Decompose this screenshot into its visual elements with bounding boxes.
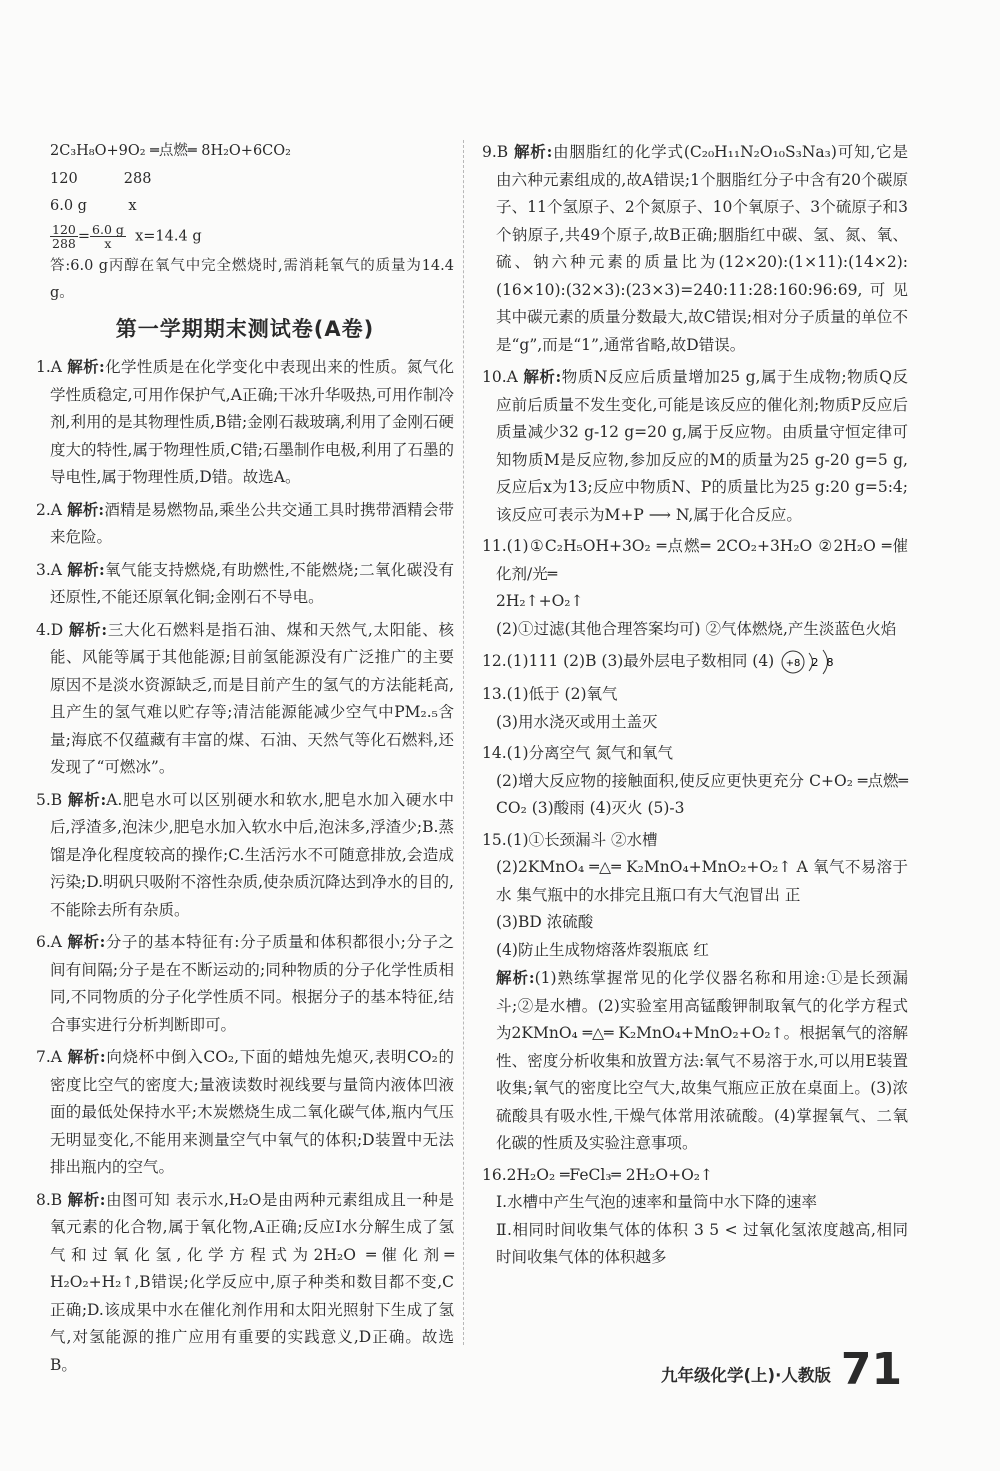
answer-6: 6.A 解析:分子的基本特征有:分子质量和体积都很小;分子之间有间隔;分子是在不断运动的;同种物质的分子化学性质相同,不同物质的分子化学性质不同。根据分子的基本特征,结合事实进行分析判断即可。: [36, 932, 454, 1034]
calc-given: 6.0 g x: [50, 198, 137, 214]
page-number: 71: [840, 1344, 903, 1395]
answer-13-line2: (3)用水浇灭或用土盖灭: [496, 712, 658, 731]
answer-10: 10.A 解析:物质N反应后质量增加25 g,属于生成物;物质Q反应前后质量不发生变化,可能是该反应的催化剂;物质P反应后质量减少32 g-12 g=20 g,属于反应物。由质量守恒定律可知物质M是反应物,参加反应的M的质量为25 g-20 g=5 g,反应后x为13;反应中物质N、P的质量比为25 g:20 g=5:4;该反应可表示为M+P ⟶ N,属于化合反应。: [482, 367, 908, 524]
column-divider: [463, 140, 464, 1345]
atom-shell-1: 2: [811, 656, 819, 669]
answer-16-line3: Ⅱ.相同时间收集气体的体积 3 5 < 过氧化氢浓度越高,相同时间收集气体的体积越多: [496, 1220, 908, 1266]
left-column: [36, 138, 454, 1383]
calc-masses: 120 288: [50, 170, 152, 187]
atom-nucleus: +8: [785, 658, 801, 669]
right-column: [482, 138, 908, 1272]
answer-15-analysis: 解析:(1)熟练掌握常见的化学仪器名称和用途:①是长颈漏斗;②是水槽。(2)实验室用高锰酸钾制取氧气的化学方程式为2KMnO₄ ═△═ K₂MnO₄+MnO₂+O₂↑。根据氧气的溶解性、密度分析收集和放置方法:氧气不易溶于水,可以用E装置收集;氧气的密度比空气大,故集气瓶应正放在桌面上。(3)浓硫酸具有吸水性,干燥气体常用浓硫酸。(4)掌握氧气、二氧化碳的性质及实验注意事项。: [496, 968, 908, 1152]
oxygen-atom-diagram-icon: [779, 647, 849, 677]
answer-15-line3: (3)BD 浓硫酸: [496, 913, 594, 931]
calc-answer: 答:6.0 g丙醇在氧气中完全燃烧时,需消耗氧气的质量为14.4 g。: [50, 257, 454, 301]
left-answers: [36, 353, 454, 1379]
answer-16-line2: Ⅰ.水槽中产生气泡的速率和量筒中水下降的速率: [496, 1193, 818, 1211]
answer-2: 2.A 解析:酒精是易燃物品,乘坐公共交通工具时携带酒精会带来危险。: [36, 499, 454, 546]
answer-14-line1: 14.(1)分离空气 氮气和氧气: [482, 744, 674, 762]
answer-5: 5.B 解析:A.肥皂水可以区别硬水和软水,肥皂水加入硬水中后,浮渣多,泡沫少,肥皂水加入软水中后,泡沫多,浮渣少;B.蒸馏是净化程度较高的操作;C.生活污水不可随意排放,会造成污染;D.明矾只吸附不溶性杂质,使杂质沉降达到净水的目的,不能除去所有杂质。: [36, 789, 454, 919]
section-title: 第一学期期末测试卷(A卷): [115, 316, 375, 341]
answer-1: 1.A 解析:化学性质是在化学变化中表现出来的性质。氮气化学性质稳定,可用作保护气,A正确;干冰升华吸热,可用作制冷剂,利用的是其物理性质,B错;金刚石裁玻璃,利用了金刚石硬度大的特性,属于物理性质,C错;石墨制作电极,利用了石墨的导电性,属于物理性质,D错。故选A。: [36, 357, 454, 486]
answer-11-line3: (2)①过滤(其他合理答案均可) ②气体燃烧,产生淡蓝色火焰: [496, 619, 897, 638]
answer-8: 8.B 解析:由图可知 表示水,H₂O是由两种元素组成且一种是氧元素的化合物,属于氧化物,A正确;反应Ⅰ水分解生成了氢气和过氧化氢,化学方程式为2H₂O ═催化剂═ H₂O₂+H₂↑,B错误;化学反应中,原子种类和数目都不变,C正确;D.该成果中水在催化剂作用和太阳光照射下生成了氢气,对氢能源的推广应用有重要的实践意义,D正确。故选B。: [36, 1189, 454, 1374]
atom-shell-2: 8: [826, 656, 834, 669]
book-title: 九年级化学(上)·人教版: [661, 1366, 831, 1385]
answer-11-line2: 2H₂↑+O₂↑: [496, 592, 584, 610]
answer-15-line4: (4)防止生成物熔落炸裂瓶底 红: [496, 940, 709, 959]
answer-16-line1: 16.2H₂O₂ ═FeCl₃═ 2H₂O+O₂↑: [482, 1165, 713, 1184]
calc-proportion: $\frac{120}{288}$ = $\frac{6.0 g}{x}$ x=14.4 g: [52, 221, 202, 251]
answer-15-line1: 15.(1)①长颈漏斗 ②水槽: [482, 830, 658, 849]
answer-15-line2: (2)2KMnO₄ ═△═ K₂MnO₄+MnO₂+O₂↑ A 氧气不易溶于水 集气瓶中的水排完且瓶口有大气泡冒出 正: [496, 858, 908, 904]
answer-13-line1: 13.(1)低于 (2)氧气: [482, 685, 618, 703]
answer-9: 9.B 解析:由胭脂红的化学式(C₂₀H₁₁N₂O₁₀S₃Na₃)可知,它是由六种元素组成的,故A错误;1个胭脂红分子中含有20个碳原子、11个氢原子、2个氮原子、10个氧原子、3个硫原子和3个钠原子,共49个原子,故B正确;胭脂红中碳、氢、氮、氧、硫、钠六种元素的质量比为(12×20):(1×11):(14×2):(16×10):(32×3):(23×3)=240:11:28:160:96:69,可见其中碳元素的质量分数最大,故C错误;相对分子质量的单位不是“g”,而是“1”,通常省略,故D错误。: [482, 142, 908, 354]
page-footer: [661, 1344, 903, 1395]
answer-12: 12.(1)111 (2)B (3)最外层电子数相同 (4) +8 2 8: [482, 647, 908, 677]
calc-equation: 2C₃H₈O+9O₂ ═点燃═ 8H₂O+6CO₂: [50, 143, 291, 159]
answer-3: 3.A 解析:氧气能支持燃烧,有助燃性,不能燃烧;二氧化碳没有还原性,不能还原氧化铜;金刚石不导电。: [36, 559, 454, 606]
answer-7: 7.A 解析:向烧杯中倒入CO₂,下面的蜡烛先熄灭,表明CO₂的密度比空气的密度大;量液读数时视线要与量筒内液体凹液面的最低处保持水平;木炭燃烧生成二氧化碳气体,瓶内气压无明显变化,不能用来测量空气中氧气的体积;D装置中无法排出瓶内的空气。: [36, 1047, 454, 1176]
answer-4: 4.D 解析:三大化石燃料是指石油、煤和天然气,太阳能、核能、风能等属于其他能源;目前氢能源没有广泛推广的主要原因不是淡水资源缺乏,而是目前产生的氢气的方法能耗高,且产生的氢气难以贮存等;清洁能源能减少空气中PM₂.₅含量;海底不仅蕴藏有丰富的煤、石油、天然气等化石燃料,还发现了“可燃冰”。: [36, 619, 454, 776]
answer-14-line2: (2)增大反应物的接触面积,使反应更快更充分 C+O₂ ═点燃═ CO₂ (3)酸雨 (4)灭火 (5)-3: [496, 771, 908, 817]
answer-11-line1: 11.(1)①C₂H₅OH+3O₂ ═点燃═ 2CO₂+3H₂O ②2H₂O ═催化剂/光═: [482, 537, 908, 583]
